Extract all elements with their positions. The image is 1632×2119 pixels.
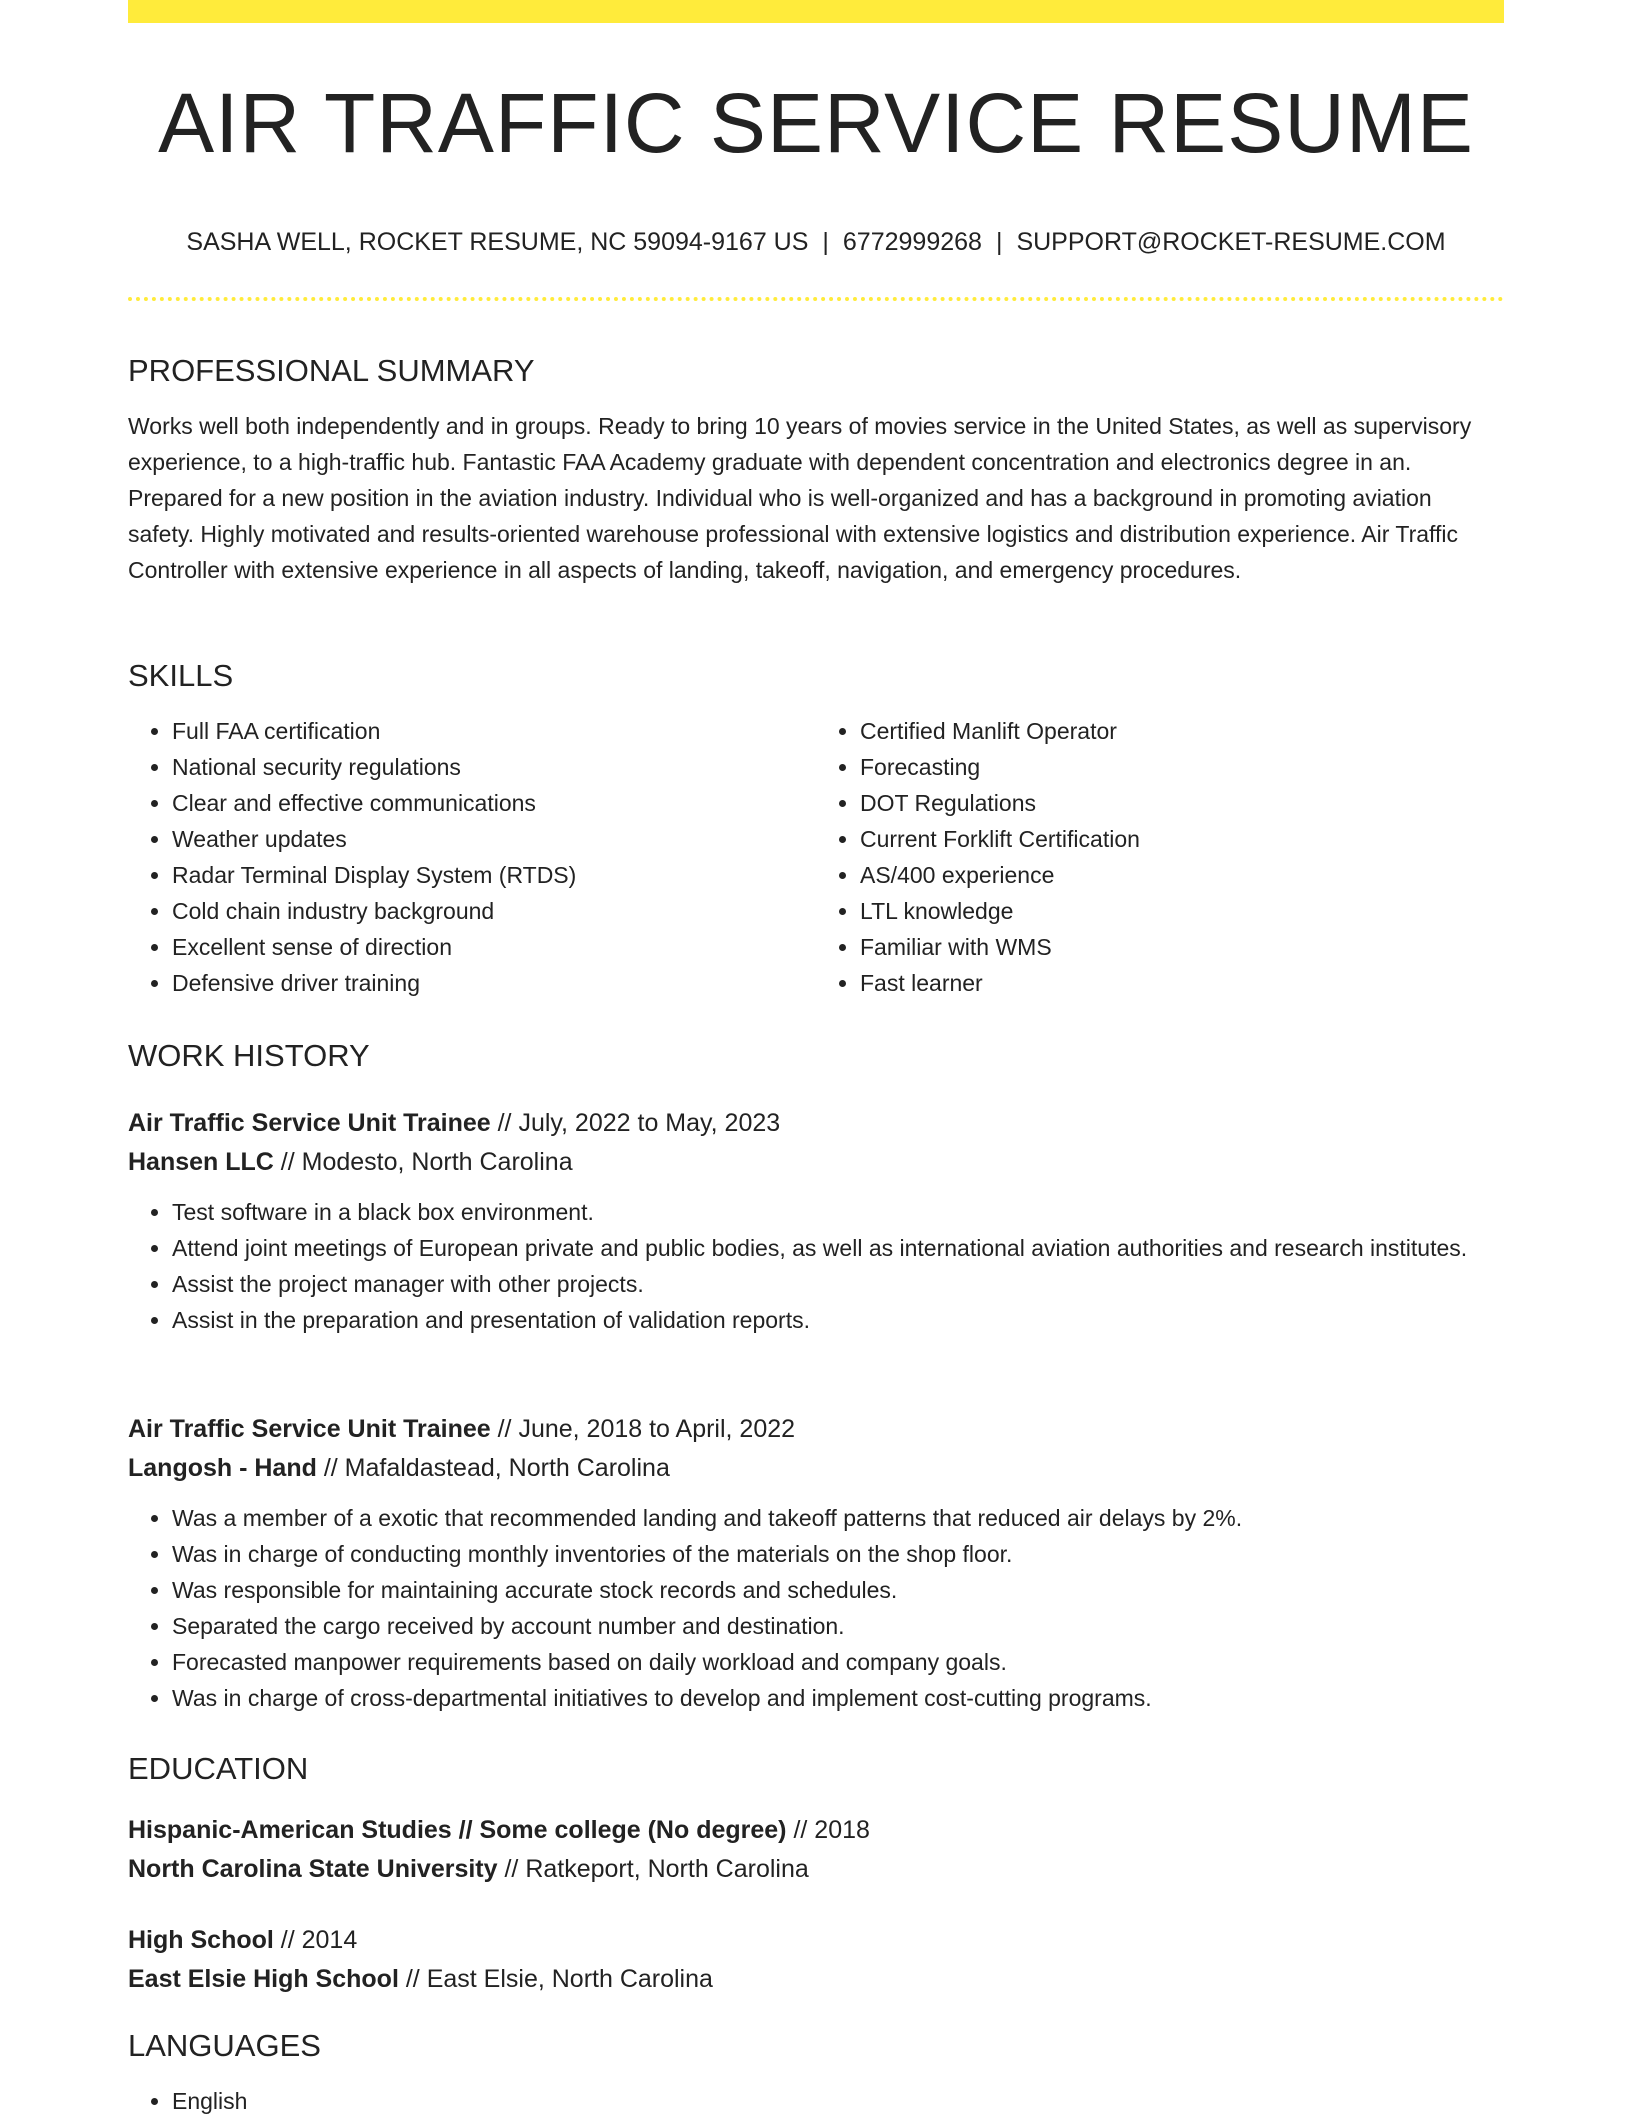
languages-section (128, 2027, 1504, 2119)
skill-item: • DOT Regulations (860, 785, 1504, 821)
job-bullet: • Was responsible for maintaining accurate stock records and schedules. (172, 1572, 1504, 1608)
job-bullet: • Forecasted manpower requirements based on daily workload and company goals. (172, 1644, 1504, 1680)
skill-item: • Excellent sense of direction (172, 929, 816, 965)
job-bullet: • Was in charge of cross-departmental initiatives to develop and implement cost-cutting programs. (172, 1680, 1504, 1716)
skill-item: • Full FAA certification (172, 713, 816, 749)
languages-list (128, 2083, 1504, 2119)
section-heading-work-history: WORK HISTORY (128, 1038, 370, 1073)
job-company-line (128, 1449, 1504, 1488)
education-degree-line (128, 1811, 1504, 1850)
job-entry (128, 1104, 1504, 1338)
skill-item: • Cold chain industry background (172, 893, 816, 929)
education-location: // East Elsie, North Carolina (398, 1965, 713, 1993)
education-degree: Hispanic-American Studies // Some college (No degree) (128, 1816, 787, 1844)
job-title: Air Traffic Service Unit Trainee (128, 1415, 491, 1443)
summary-section (128, 352, 1504, 588)
section-heading-languages: LANGUAGES (128, 2028, 321, 2063)
skills-section (128, 657, 1504, 1001)
education-entry (128, 1921, 1504, 1999)
contact-separator: | (822, 228, 829, 256)
contact-separator: | (995, 228, 1003, 256)
contact-address: SASHA WELL, ROCKET RESUME, NC 59094-9167 US (186, 228, 809, 256)
contact-phone: 6772999268 (842, 228, 982, 256)
job-bullet: • Was in charge of conducting monthly inventories of the materials on the shop floor. (172, 1536, 1504, 1572)
job-bullets (128, 1500, 1504, 1716)
skill-item: • AS/400 experience (860, 857, 1504, 893)
job-title-line (128, 1410, 1504, 1449)
section-heading-summary: PROFESSIONAL SUMMARY (128, 353, 535, 388)
job-entry (128, 1410, 1504, 1716)
resume-page (128, 0, 1504, 2115)
job-bullet: • Separated the cargo received by account number and destination. (172, 1608, 1504, 1644)
education-school: North Carolina State University (128, 1855, 498, 1883)
job-bullet: • Attend joint meetings of European private and public bodies, as well as international aviation authorities and research institutes. (172, 1230, 1504, 1266)
skill-item: • Forecasting (860, 749, 1504, 785)
contact-email: SUPPORT@ROCKET-RESUME.COM (1016, 228, 1446, 256)
skill-item: • Familiar with WMS (860, 929, 1504, 965)
education-school: East Elsie High School (128, 1965, 399, 1993)
section-heading-education: EDUCATION (128, 1751, 309, 1786)
accent-top-bar (128, 0, 1504, 23)
contact-line (128, 227, 1504, 257)
education-section (128, 1750, 1504, 1787)
job-bullets (128, 1194, 1504, 1338)
education-year: // 2014 (273, 1926, 358, 1954)
summary-text: Works well both independently and in groups. Ready to bring 10 years of movies service in the United States, as well as supervisory experience, to a high-traffic hub. Fantastic FAA Academy graduate with dependent concentration and electronics degree in an. Prepared for a new position in the aviation industry. Individual who is well-organized and has a background in promoting aviation safety. Highly motivated and results-oriented warehouse professional with extensive logistics and distribution experience. Air Traffic Controller with extensive experience in all aspects of landing, takeoff, navigation, and emergency procedures. (128, 413, 1472, 584)
skills-list-right (816, 713, 1504, 1001)
skill-item: • Clear and effective communications (172, 785, 816, 821)
education-year: // 2018 (786, 1816, 870, 1844)
job-bullet: • Assist in the preparation and presentation of validation reports. (172, 1302, 1504, 1338)
job-bullet: • Assist the project manager with other projects. (172, 1266, 1504, 1302)
header-divider (128, 297, 1504, 301)
job-dates: // July, 2022 to May, 2023 (490, 1109, 781, 1137)
education-degree: High School (128, 1926, 274, 1954)
job-title-line (128, 1104, 1504, 1143)
job-dates: // June, 2018 to April, 2022 (490, 1415, 796, 1443)
job-location: // Mafaldastead, North Carolina (316, 1454, 670, 1482)
job-bullet: • Test software in a black box environment. (172, 1194, 1504, 1230)
skill-item: • Certified Manlift Operator (860, 713, 1504, 749)
skills-columns (128, 713, 1504, 1001)
skill-item: • Radar Terminal Display System (RTDS) (172, 857, 816, 893)
education-school-line (128, 1850, 1504, 1889)
language-item: • English (172, 2083, 1504, 2119)
job-company-line (128, 1143, 1504, 1182)
job-company: Langosh - Hand (128, 1454, 317, 1482)
skill-item: • National security regulations (172, 749, 816, 785)
work-history-section (128, 1037, 1504, 1074)
skill-item: • Weather updates (172, 821, 816, 857)
job-title: Air Traffic Service Unit Trainee (128, 1109, 491, 1137)
job-location: // Modesto, North Carolina (273, 1148, 573, 1176)
education-location: // Ratkeport, North Carolina (497, 1855, 809, 1883)
skill-item: • LTL knowledge (860, 893, 1504, 929)
education-degree-line (128, 1921, 1504, 1960)
skill-item: • Current Forklift Certification (860, 821, 1504, 857)
education-school-line (128, 1960, 1504, 1999)
skills-list-left (128, 713, 816, 1001)
job-company: Hansen LLC (128, 1148, 274, 1176)
resume-title: AIR TRAFFIC SERVICE RESUME (158, 76, 1474, 170)
section-heading-skills: SKILLS (128, 658, 234, 693)
skill-item: • Fast learner (860, 965, 1504, 1001)
job-bullet: • Was a member of a exotic that recommended landing and takeoff patterns that reduced air delays by 2%. (172, 1500, 1504, 1536)
education-entry (128, 1811, 1504, 1889)
skill-item: • Defensive driver training (172, 965, 816, 1001)
